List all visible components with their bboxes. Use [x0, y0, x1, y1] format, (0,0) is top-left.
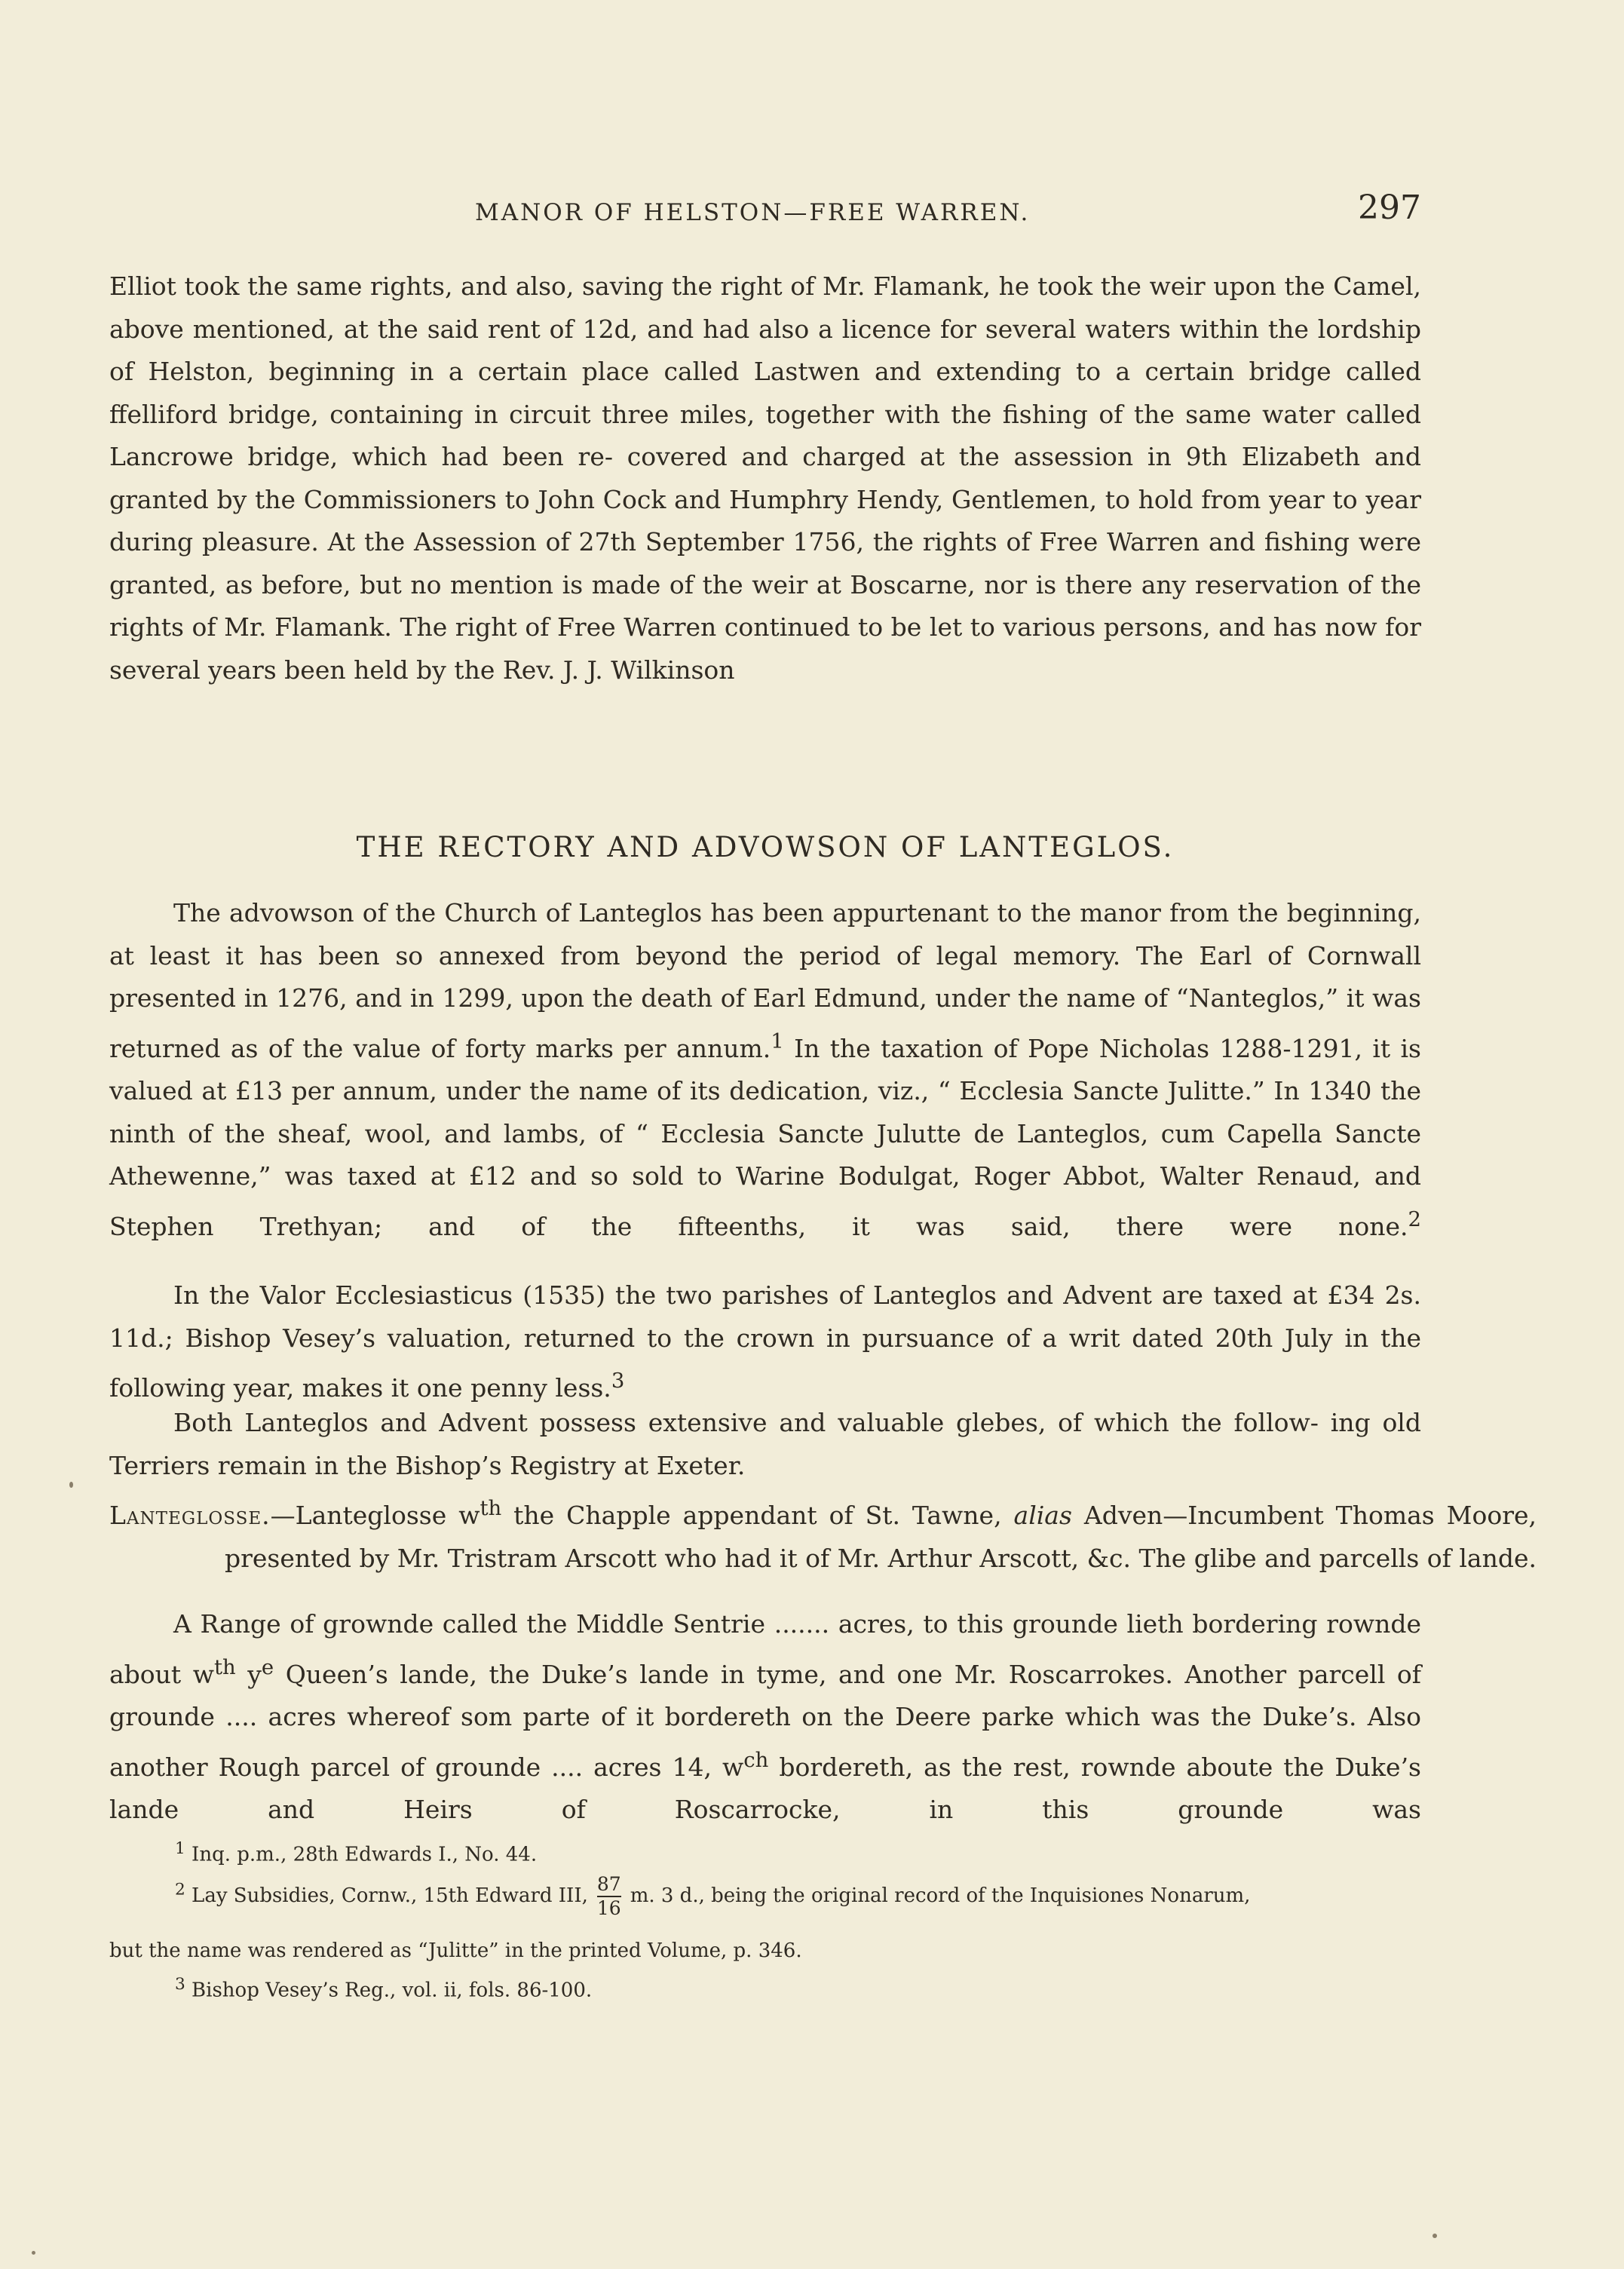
page-header — [0, 189, 1421, 241]
footnote-3-text: Bishop Vesey’s Reg., vol. ii, fols. 86-100. — [192, 1979, 593, 2002]
footnote-2-number: 2 — [175, 1880, 185, 1900]
valor-text: In the Valor Ecclesiasticus (1535) the two parishes of Lanteglos and Advent are taxed at £34 2s. 11d.; Bishop Vesey’s valuation, returned to the crown in pursuance of a writ dated 20th July in the following year, makes it one penny less. — [109, 1280, 1421, 1403]
paragraph-advowson — [109, 892, 1421, 1248]
terrier-text-c: Adven—Incumbent Thomas Moore, presented by Mr. Tristram Arscott who had it of Mr. Arthur Arscott, &c. The glibe and parcells of lande. — [225, 1501, 1537, 1573]
terrier-sup-th: th — [480, 1496, 502, 1520]
terrier-text-b: the Chapple appendant of St. Tawne, — [501, 1501, 1014, 1530]
range-text-c: Queen’s lande, the Duke’s lande in tyme, and one Mr. Roscarrokes. Another parcell of grounde .... acres whereof som parte of it bordereth on the Deere parke which was the Duke’s. Also another Rough parcel of grounde .... acres 14, w — [109, 1659, 1422, 1782]
terrier-text-a: —Lanteglosse w — [270, 1501, 480, 1530]
range-text-b: y — [235, 1659, 262, 1689]
running-title: MANOR OF HELSTON—FREE WARREN. — [475, 199, 1031, 226]
fraction-numerator: 87 — [597, 1873, 621, 1897]
fraction-denominator: 16 — [596, 1897, 621, 1919]
footnote-3-number: 3 — [175, 1975, 185, 1994]
paragraph-glebes: Both Lanteglos and Advent possess extensive and valuable glebes, of which the follow- ing old Terriers remain in the Bishop’s Registry at Exeter. — [109, 1408, 1421, 1480]
footnote-ref-1: 1 — [771, 1029, 784, 1053]
terrier-label: Lanteglosse. — [109, 1501, 271, 1530]
paragraph-free-warren: Elliot took the same rights, and also, saving the right of Mr. Flamank, he took the weir upon the Camel, above mentioned, at the said rent of 12d, and had also a licence for several waters within the lordship of Helston, beginning in a certain place called Lastwen and extending to a certain bridge called ffelliford bridge, containing in circuit three miles, together with the fishing of the same water called Lancrowe bridge, which had been re- covered and charged at the assession in 9th Elizabeth and granted by the Commissioners to John Cock and Humphry Hendy, Gentlemen, to hold from year to year during pleasure. At the Assession of 27th September 1756, the rights of Free Warren and fishing were granted, as before, but no mention is made of the weir at Boscarne, nor is there any reservation of the rights of Mr. Flamank. The right of Free Warren continued to be let to various persons, and has now for several years been held by the Rev. J. J. Wilkinson — [109, 271, 1421, 685]
advowson-text-a: The advowson of the Church of Lanteglos has been appurtenant to the manor from the beginning, at least it has been so annexed from beyond the period of legal memory. The Earl of Cornwall presented in 1276, and in 1299, upon the death of Earl Edmund, under the name of “Nanteglos,” it was returned as of the value of forty marks per annum. — [109, 898, 1421, 1063]
footnote-2-continuation: but the name was rendered as “Julitte” in the printed Volume, p. 346. — [109, 1939, 802, 1962]
range-text-a: A Range of grownde called the Middle Sentrie ....... acres, to this grounde lieth bordering rownde about w — [109, 1609, 1421, 1689]
paper-speck — [1432, 2234, 1437, 2238]
paragraph-valor — [109, 1274, 1421, 1410]
footnote-2-text-a: Lay Subsidies, Cornw., 15th Edward III, — [192, 1884, 588, 1907]
footnote-1 — [175, 1834, 537, 1870]
paragraph-range — [109, 1603, 1421, 1832]
footnote-2-text-b: m. 3 d., being the original record of the Inquisiones Nonarum, — [630, 1884, 1251, 1907]
paper-speck — [32, 2251, 35, 2255]
terrier-alias: alias — [1013, 1501, 1072, 1530]
footnote-2-fraction — [597, 1873, 621, 1920]
range-sup-th: th — [213, 1654, 236, 1679]
range-sup-e: e — [261, 1654, 274, 1679]
footnote-ref-2: 2 — [1408, 1207, 1421, 1231]
advowson-text-b: In the taxation of Pope Nicholas 1288-1291, it is valued at £13 per annum, under the name of its dedication, viz., “ Ecclesia Sancte Julitte.” In 1340 the ninth of the sheaf, wool, and lambs, of “ Ecclesia Sancte Julutte de Lanteglos, cum Capella Sancte Athewenne,” was taxed at £12 and so sold to Warine Bodulgat, Roger Abbot, Walter Renaud, and Stephen Trethyan; and of the fifteenths, it was said, there were none. — [109, 1033, 1421, 1241]
paper-speck — [69, 1482, 73, 1488]
page-number: 297 — [1358, 189, 1421, 227]
footnote-3 — [175, 1970, 592, 2006]
section-heading: THE RECTORY AND ADVOWSON OF LANTEGLOS. — [356, 831, 1175, 863]
footnote-1-number: 1 — [175, 1839, 185, 1858]
footnote-ref-3: 3 — [611, 1369, 625, 1393]
range-sup-ch: ch — [743, 1747, 769, 1772]
footnote-2 — [175, 1873, 1250, 1920]
footnote-1-text: Inq. p.m., 28th Edwards I., No. 44. — [192, 1843, 538, 1866]
range-text-d: bordereth, as the rest, rownde aboute the Duke’s lande and Heirs of Roscarrocke, in this grounde was — [109, 1752, 1421, 1824]
terrier-entry — [109, 1487, 1537, 1580]
